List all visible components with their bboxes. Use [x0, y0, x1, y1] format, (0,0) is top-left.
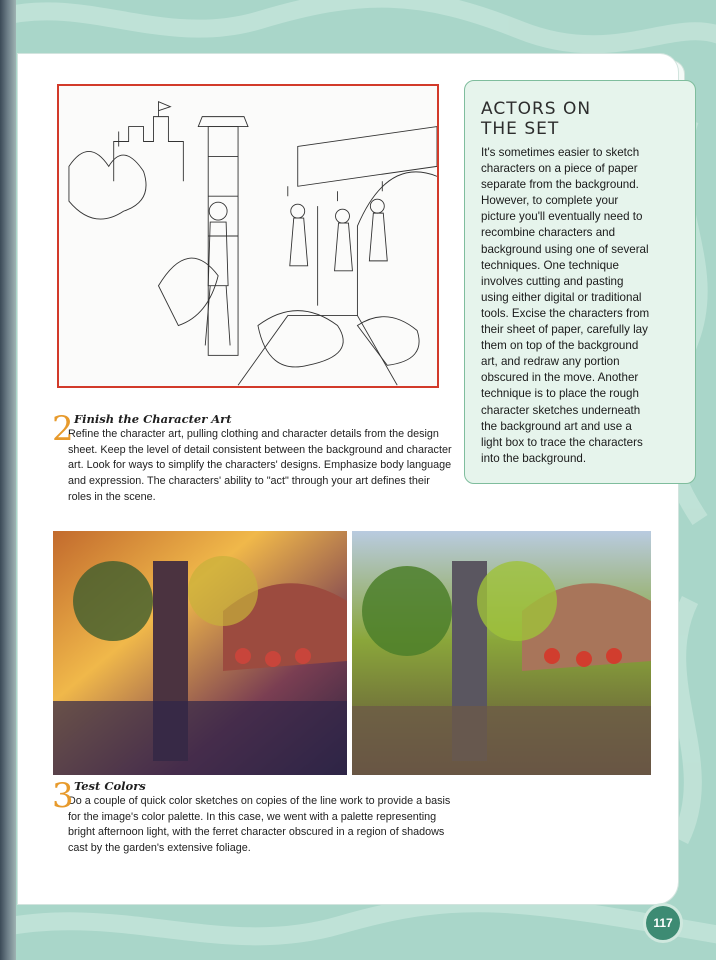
step-3-number: 3	[52, 776, 74, 816]
step-3-body: Do a couple of quick color sketches on copies of the line work to provide a basis for the image's color palette. In this case, we went with a palette representing bright afternoon light, with the ferret character obscured in a region of shadows cast by the garden's extensive foliage.	[68, 795, 451, 855]
character-line-art-figure	[57, 84, 439, 388]
sidebar-title: ACTORS ON THE SET	[481, 99, 592, 139]
line-art-illustration	[59, 86, 437, 386]
step-2-title: Finish the Character Art	[74, 412, 232, 426]
step-3-caption	[52, 776, 452, 857]
book-binding-edge	[0, 0, 16, 960]
sidebar-body: It's sometimes easier to sketch characters on a piece of paper separate from the background. However, to complete your picture you'll eventually need to recombine characters and background using one of several techniques. One technique involves cutting and pasting using either digital or traditional tools. Excise the characters from their sheet of paper, carefully lay them on top of the background art, and redraw any portion obscured in the move. Another technique is to place the rough character sketches underneath the background art and use a light box to trace the characters into the background.	[481, 146, 650, 465]
step-2-caption	[52, 409, 452, 506]
color-test-daylight-figure	[352, 531, 651, 775]
step-2-body: Refine the character art, pulling clothing and character details from the design sheet. Keep the level of detail consistent between the background and character art. Look for ways to simplify the characters' designs. Emphasize body language and expression. The characters' ability to "act" through your art defines their roles in the scene.	[68, 428, 452, 503]
actors-on-the-set-sidebar	[464, 80, 696, 484]
color-sketch-warm	[53, 531, 347, 775]
color-test-sunset-figure	[53, 531, 347, 775]
step-3-title: Test Colors	[74, 779, 146, 793]
color-sketch-daylight	[352, 531, 651, 775]
page-number-badge: 117	[646, 906, 680, 940]
step-2-number: 2	[52, 409, 74, 449]
